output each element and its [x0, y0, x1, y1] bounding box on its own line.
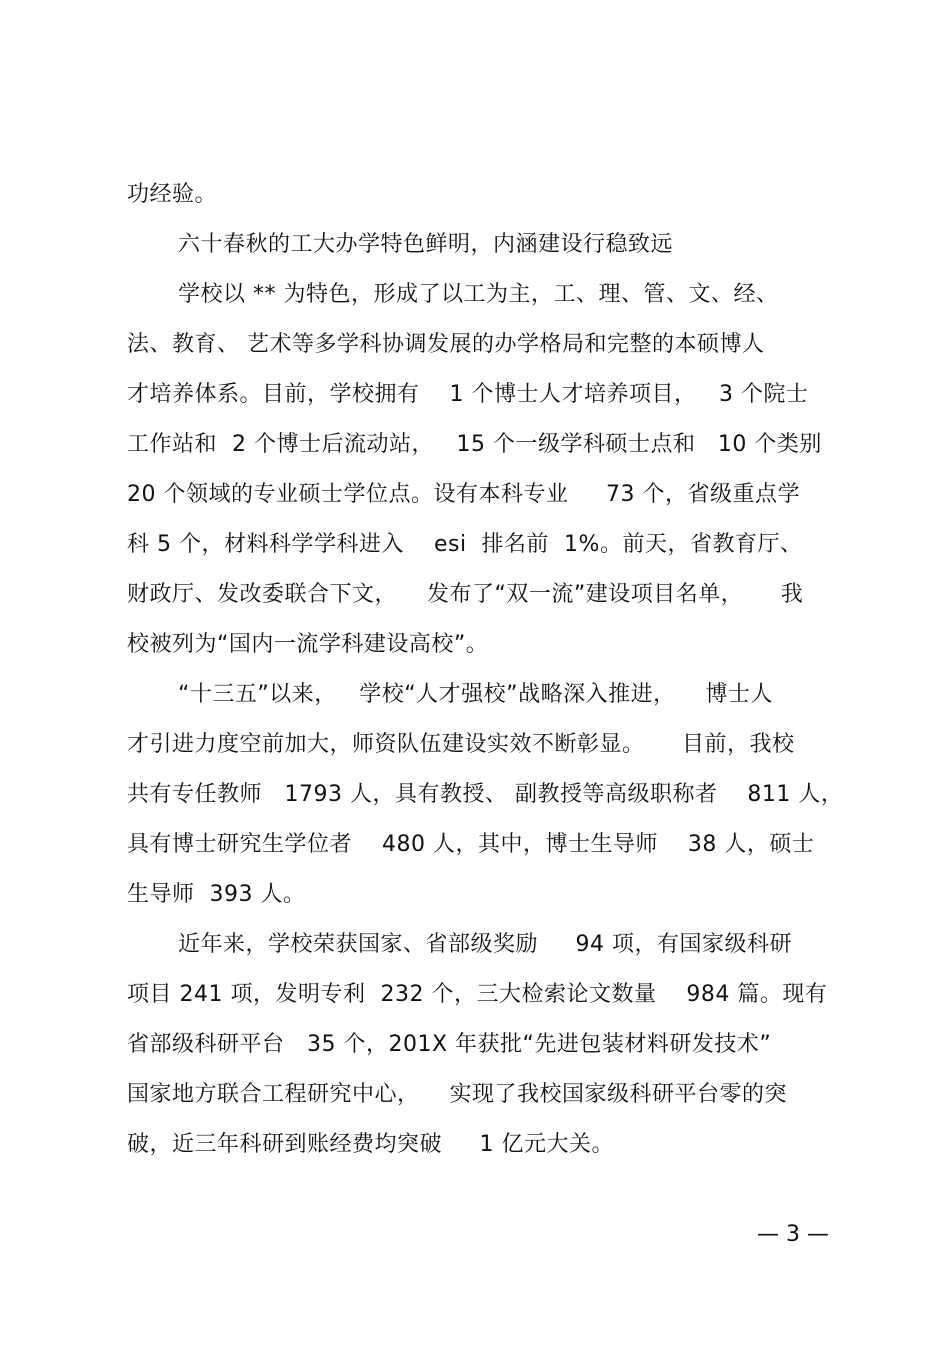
- text-line: 省部级科研平台 35 个，201X 年获批“先进包装材料研发技术”: [127, 1032, 772, 1057]
- text-line: 国家地方联合工程研究中心， 实现了我校国家级科研平台零的突: [127, 1082, 787, 1107]
- text-line: 功经验。: [127, 182, 218, 207]
- text-line: 工作站和 2 个博士后流动站， 15 个一级学科硕士点和 10 个类别: [127, 432, 822, 457]
- text-line: 才培养体系。目前，学校拥有 1 个博士人才培养项目， 3 个院士: [127, 382, 809, 407]
- text-line: 具有博士研究生学位者 480 人，其中，博士生导师 38 人，硕士: [127, 832, 815, 857]
- text-line: 破，近三年科研到账经费均突破 1 亿元大关。: [127, 1132, 614, 1157]
- text-line: 项目 241 项，发明专利 232 个，三大检索论文数量 984 篇。现有: [127, 982, 828, 1007]
- text-line: 科 5 个，材料科学学科进入 esi 排名前 1%。前天，省教育厅、: [127, 532, 803, 557]
- text-line: 法、教育、 艺术等多学科协调发展的办学格局和完整的本硕博人: [127, 332, 765, 357]
- text-line: 学校以 ** 为特色，形成了以工为主，工、理、管、文、经、: [178, 282, 779, 307]
- page-number: — 3 —: [757, 1222, 829, 1247]
- text-line: “十三五”以来， 学校“人才强校”战略深入推进， 博士人: [178, 682, 774, 707]
- section-heading: 六十春秋的工大办学特色鲜明，内涵建设行稳致远: [178, 232, 674, 257]
- text-line: 共有专任教师 1793 人，具有教授、 副教授等高级职称者 811 人，: [127, 782, 844, 807]
- text-line: 20 个领域的专业硕士学位点。设有本科专业 73 个，省级重点学: [127, 482, 800, 507]
- text-line: 生导师 393 人。: [127, 882, 306, 907]
- text-line: 财政厅、发改委联合下文， 发布了“双一流”建设项目名单， 我: [127, 582, 804, 607]
- text-line: 校被列为“国内一流学科建设高校”。: [127, 632, 489, 657]
- text-line: 才引进力度空前加大，师资队伍建设实效不断彰显。 目前，我校: [127, 732, 795, 757]
- text-line: 近年来，学校荣获国家、省部级奖励 94 项，有国家级科研: [178, 932, 792, 957]
